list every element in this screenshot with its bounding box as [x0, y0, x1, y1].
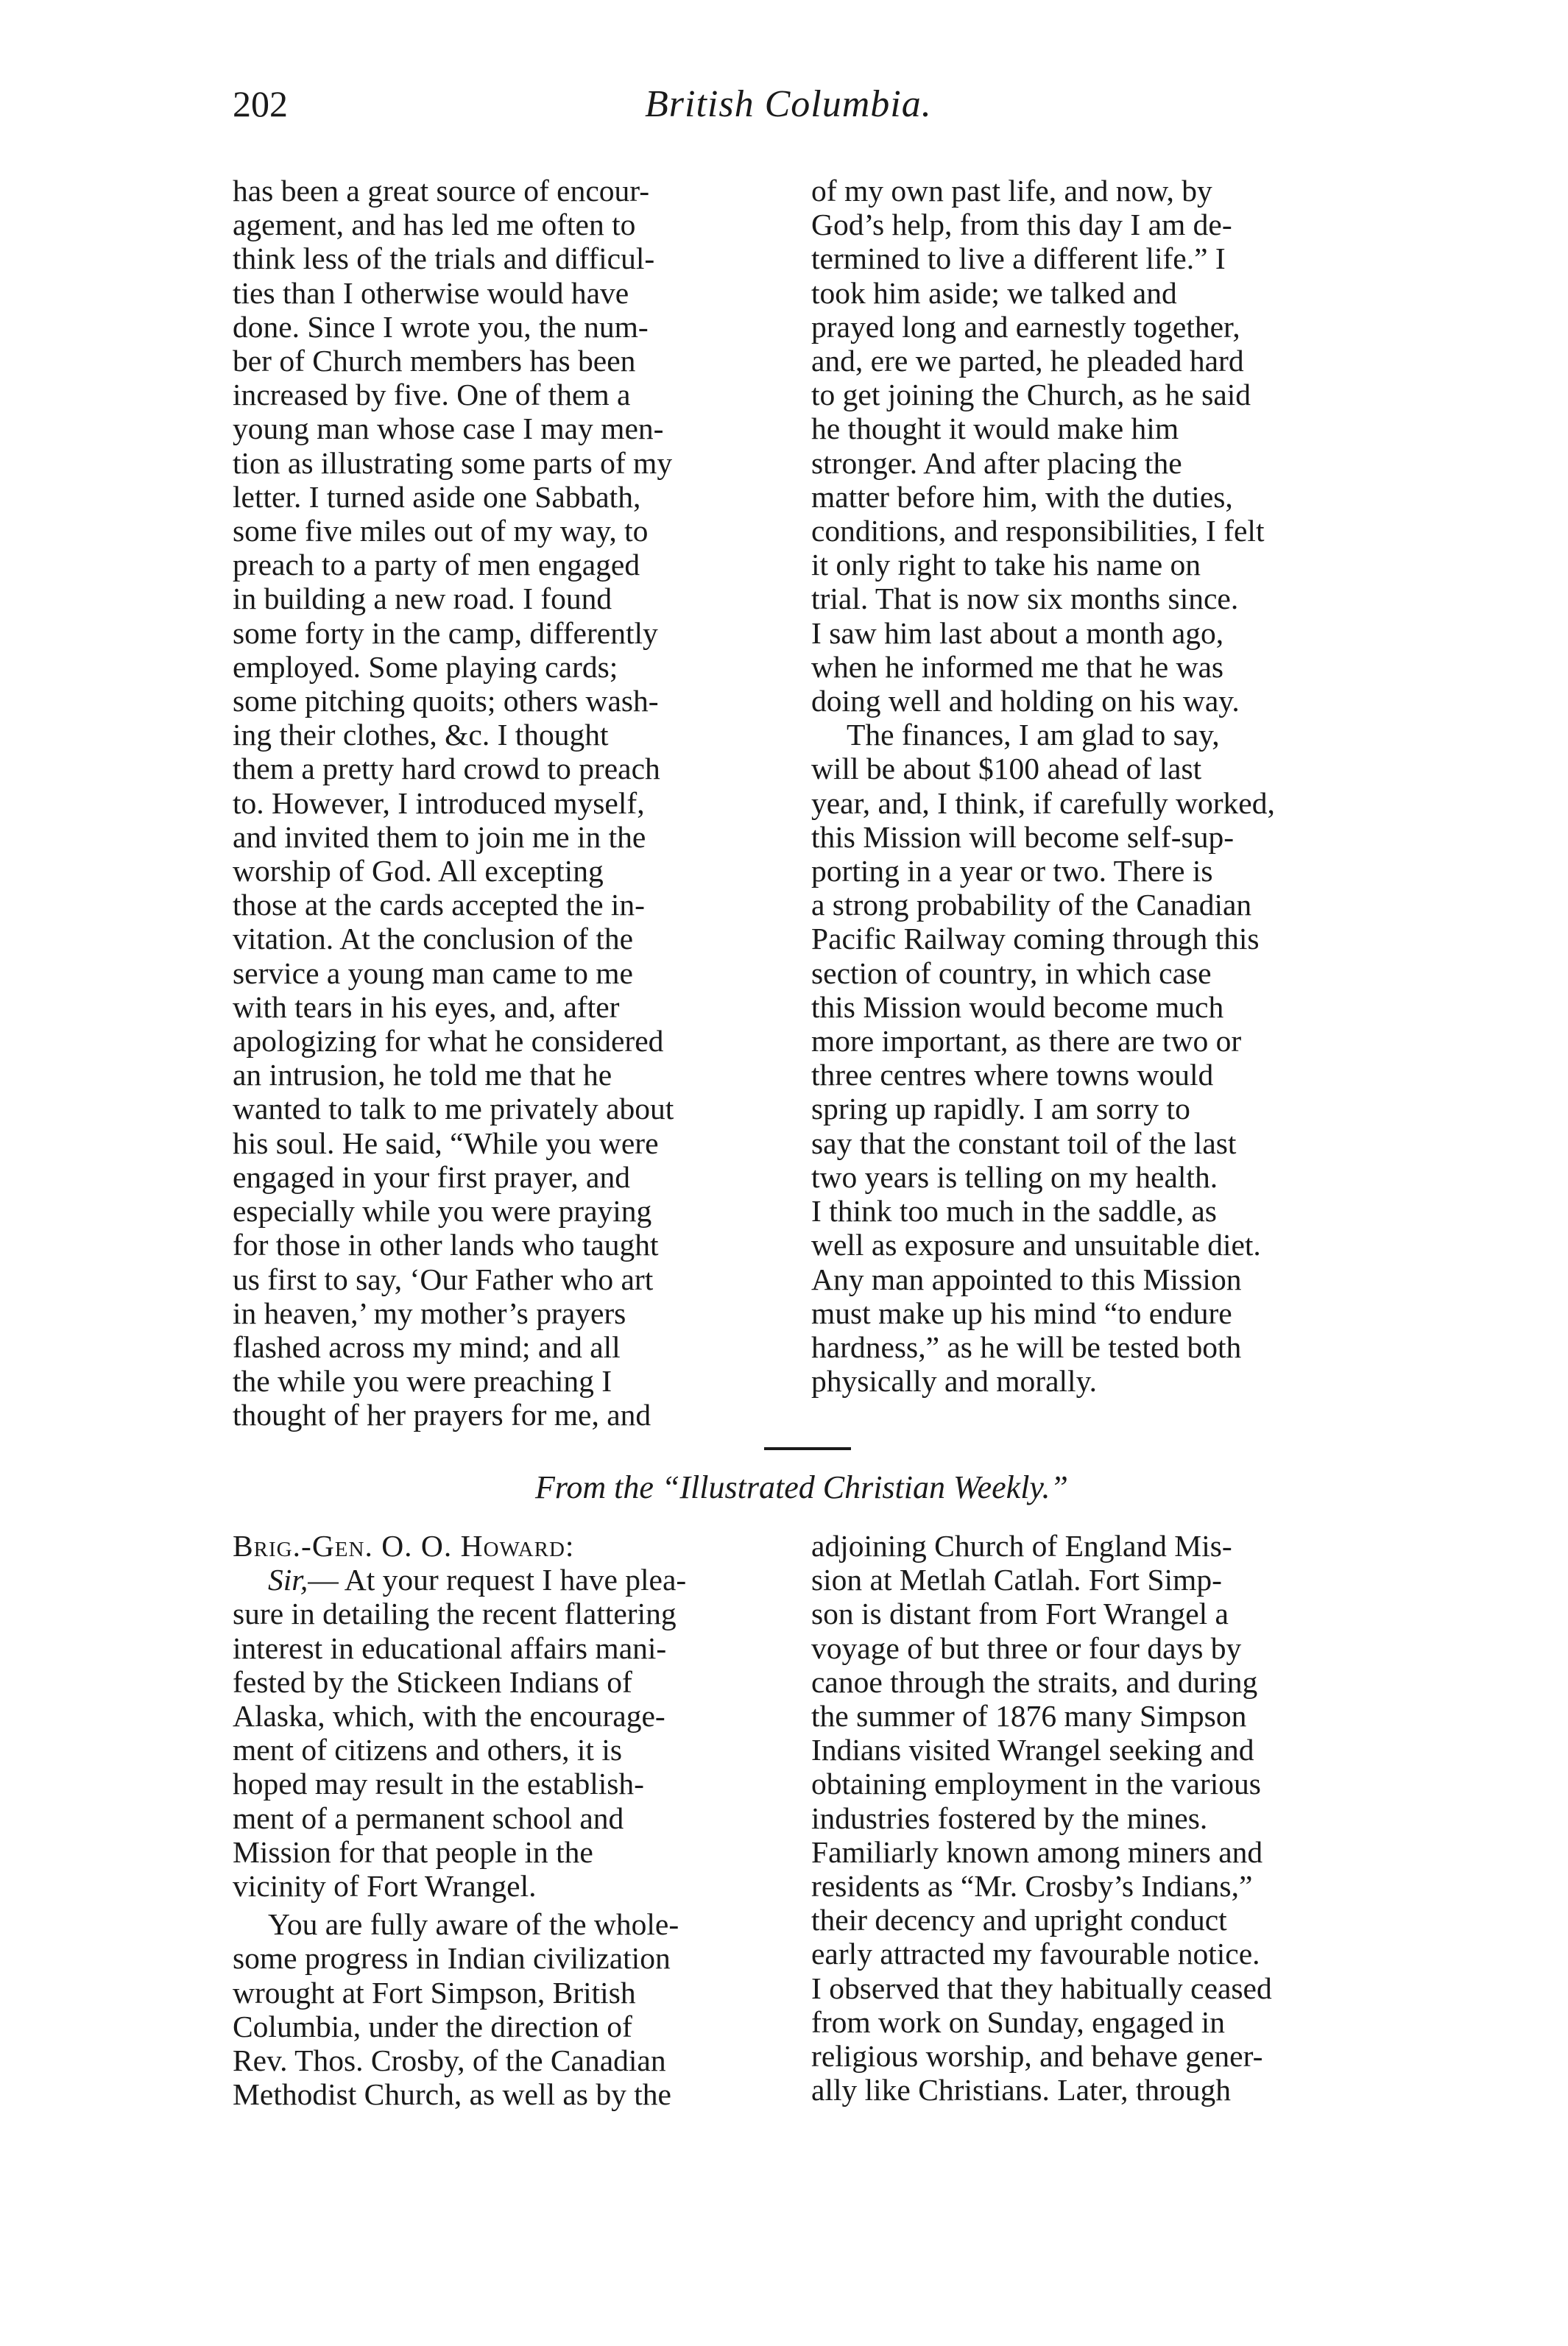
paragraph: You are fully aware of the whole- some progress in Indian civilization wrought at Fort Simpson, British Columbia, under the direction of Rev. Thos. Crosby, of the Canadian Methodist Church, as well as by the	[233, 1907, 679, 2112]
page-header	[233, 82, 1366, 141]
paragraph: adjoining Church of England Mis- sion at Metlah Catlah. Fort Simp- son is distant from Fort Wrangel a voyage of but three or four days by canoe through the straits, and during the summer of 1876 many Simpson Indians visited Wrangel seeking and obtaining employment in the various industries fostered by the mines. Familiarly known among miners and residents as “Mr. Crosby’s Indians,” their decency and upright conduct early attracted my favourable notice. I observed that they habitually ceased from work on Sunday, engaged in religious worship, and behave gener- ally like Christians. Later, through	[811, 1529, 1272, 2107]
salutation: Brig.-Gen. O. O. Howard:	[233, 1529, 575, 1563]
sir-address: Sir,	[268, 1563, 308, 1597]
running-title: British Columbia.	[645, 83, 932, 125]
letter-column-right	[811, 174, 1371, 1398]
second-letter-column-left	[233, 1529, 792, 2111]
source-prefix: From the	[535, 1469, 654, 1505]
paragraph-rest: sure in detailing the recent flattering interest in educational affairs mani- fested by the Stickeen Indians of Alaska, which, with the encourage- ment of citizens and others, it is hoped may result in the establish- ment of a permanent school and Mission for that people in the vicinity of Fort Wrangel.	[233, 1597, 677, 1904]
publication-name: “Illustrated Christian Weekly.”	[661, 1469, 1068, 1505]
page-number: 202	[233, 83, 288, 124]
paragraph: The finances, I am glad to say, will be about $100 ahead of last year, and, I think, if carefully worked, this Mission will become self-sup- porting in a year or two. There is a strong probability of the Canadian Pacific Railway coming through this section of country, in which case this Mission would become much more important, as there are two or three centres where towns would spring up rapidly. I am sorry to say that the constant toil of the last two years is telling on my health. I think too much in the saddle, as well as exposure and unsuitable diet. Any man appointed to this Mission must make up his mind “to endure hardness,” as he will be tested both physically and morally.	[811, 718, 1275, 1399]
second-letter-column-right	[811, 1529, 1371, 2107]
paragraph: of my own past life, and now, by God’s help, from this day I am de- termined to live a different life.” I took him aside; we talked and prayed long and earnestly together, and, ere we parted, he pleaded hard to get joining the Church, as he said he thought it would make him stronger. And after placing the matter before him, with the duties, conditions, and responsibilities, I felt it only right to take his name on trial. That is now six months since. I saw him last about a month ago, when he informed me that he was doing well and holding on his way.	[811, 174, 1265, 718]
paragraph: has been a great source of encour- agement, and has led me often to think less of the trials and difficul- ties than I otherwise would have done. Since I wrote you, the num- ber of Church members has been increased by five. One of them a young man whose case I may men- tion as illustrating some parts of my letter. I turned aside one Sabbath, some five miles out of my way, to preach to a party of men engaged in building a new road. I found some forty in the camp, differently employed. Some playing cards; some pitching quoits; others wash- ing their clothes, &c. I thought them a pretty hard crowd to preach to. However, I introduced myself, and invited them to join me in the worship of God. All excepting those at the cards accepted the in- vitation. At the conclusion of the service a young man came to me with tears in his eyes, and, after apologizing for what he considered an intrusion, he told me that he wanted to talk to me privately about his soul. He said, “While you were engaged in your first prayer, and especially while you were praying for those in other lands who taught us first to say, ‘Our Father who art in heaven,’ my mother’s prayers flashed across my mind; and all the while you were preaching I thought of her prayers for me, and	[233, 174, 674, 1432]
source-attribution	[233, 1469, 1371, 1506]
letter-column-left	[233, 174, 792, 1432]
paragraph	[233, 1563, 792, 1903]
section-divider	[764, 1447, 851, 1450]
first-line: — At your request I have plea-	[308, 1563, 687, 1597]
